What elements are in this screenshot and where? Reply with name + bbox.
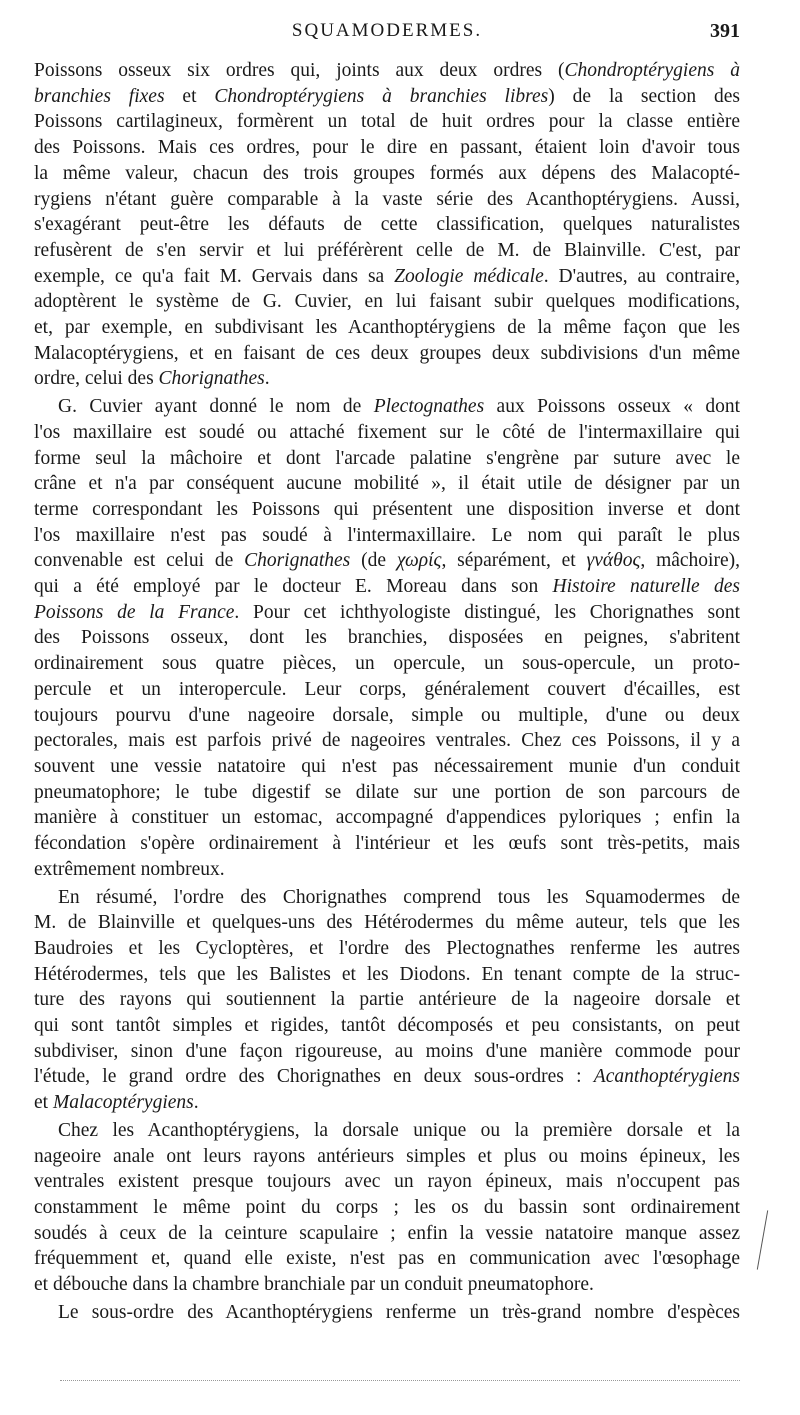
page-number: 391 — [710, 20, 740, 42]
text-line: rygiens n'étant guère comparable à la vaste série des Acanthoptérygiens. Aussi, — [34, 188, 740, 210]
text-line: manière à constituer un estomac, accompagné d'appendices pyloriques ; enfin la — [34, 807, 740, 829]
text-line: l'os maxillaire n'est pas soudé à l'intermaxillaire. Le nom qui paraît le plus — [34, 524, 740, 546]
text-line: ordinairement sous quatre pièces, un opercule, un sous-opercule, un proto- — [34, 653, 740, 675]
text-line: pneumatophore; le tube digestif se dilate sur une portion de son parcours de — [34, 781, 740, 803]
text-line: des Poissons. Mais ces ordres, pour le dire en passant, étaient loin d'avoir tous — [34, 137, 740, 159]
text-line: subdiviser, sinon d'une façon rigoureuse, au moins d'une manière commode pour — [34, 1040, 740, 1062]
text-line: l'os maxillaire est soudé ou attaché fixement sur le côté de l'intermaxillaire qui — [34, 421, 740, 443]
running-title: SQUAMODERMES. — [291, 20, 483, 41]
text-line: M. de Blainville et quelques-uns des Hétérodermes du même auteur, tels que les — [34, 912, 740, 934]
text-line: la même valeur, chacun des trois groupes formés aux dépens des Malacopté- — [34, 162, 740, 184]
margin-pencil-mark — [757, 1210, 768, 1269]
text-line: qui sont tantôt simples et rigides, tantôt décomposés et peu consistants, on peut — [34, 1015, 740, 1037]
text-line: qui a été employé par le docteur E. Moreau dans son Histoire naturelle des — [34, 576, 740, 598]
text-line: ture des rayons qui soutiennent la partie antérieure de la nageoire dorsale et — [34, 989, 740, 1011]
text-line: Hétérodermes, tels que les Balistes et les Diodons. En tenant compte de la struc- — [34, 963, 740, 985]
text-line: exemple, ce qu'a fait M. Gervais dans sa Zoologie médicale. D'autres, au contraire, — [34, 265, 740, 287]
text-line: l'étude, le grand ordre des Chorignathes en deux sous-ordres : Acanthoptérygiens — [34, 1066, 740, 1088]
text-line: ordre, celui des Chorignathes. — [34, 368, 270, 390]
text-line: soudés à ceux de la ceinture scapulaire ; enfin la vessie natatoire manque assez — [34, 1222, 740, 1244]
text-line: G. Cuvier ayant donné le nom de Plectognathes aux Poissons osseux « dont — [58, 396, 740, 418]
text-line: et débouche dans la chambre branchiale par un conduit pneumatophore. — [34, 1274, 594, 1296]
text-line: s'exagérant peut-être les défauts de cette classification, quelques naturalistes — [34, 214, 740, 236]
text-line: extrêmement nombreux. — [34, 858, 225, 880]
text-line: Poissons de la France. Pour cet ichthyologiste distingué, les Chorignathes sont — [34, 601, 740, 623]
text-line: Poissons cartilagineux, formèrent un total de huit ordres pour la classe entière — [34, 111, 740, 133]
text-line: des Poissons osseux, dont les branchies, disposées en peignes, s'abritent — [34, 627, 740, 649]
text-line: Malacoptérygiens, et en faisant de ces deux groupes deux subdivisions d'un même — [34, 342, 740, 364]
paragraph-1 — [34, 58, 740, 392]
text-line: pectorales, mais est parfois privé de nageoires ventrales. Chez ces Poissons, il y a — [34, 730, 740, 752]
text-line: percule et un interopercule. Leur corps, généralement couvert d'écailles, est — [34, 678, 740, 700]
text-line: refusèrent de s'en servir et lui préférèrent celle de M. de Blainville. C'est, par — [34, 239, 740, 261]
text-line: adoptèrent le système de G. Cuvier, en lui faisant subir quelques modifications, — [34, 291, 740, 313]
text-line: Baudroies et les Cycloptères, et l'ordre des Plectognathes renferme les autres — [34, 937, 740, 959]
paragraph-3 — [34, 885, 740, 1116]
text-line: et, par exemple, en subdivisant les Acanthoptérygiens de la même façon que les — [34, 317, 740, 339]
paragraph-4 — [34, 1118, 740, 1298]
text-line: Chez les Acanthoptérygiens, la dorsale unique ou la première dorsale et la — [58, 1119, 740, 1141]
text-line: Le sous-ordre des Acanthoptérygiens renferme un très-grand nombre d'espèces — [58, 1301, 740, 1323]
text-line: crâne et n'a par conséquent aucune mobilité », il était utile de désigner par un — [34, 473, 740, 495]
text-line: souvent une vessie natatoire qui n'est pas nécessairement munie d'un conduit — [34, 755, 740, 777]
text-line: Poissons osseux six ordres qui, joints aux deux ordres (Chondroptérygiens à — [34, 60, 740, 81]
text-line: fécondation s'opère ordinairement à l'intérieur et les œufs sont très-petits, mais — [34, 833, 740, 855]
paragraph-2 — [34, 394, 740, 882]
text-line: En résumé, l'ordre des Chorignathes comprend tous les Squamodermes de — [58, 886, 740, 908]
running-head — [34, 20, 740, 46]
paragraph-5 — [34, 1300, 740, 1326]
text-line: nageoire anale ont leurs rayons antérieurs simples et plus ou moins épineux, les — [34, 1145, 740, 1167]
body-text — [34, 58, 740, 1327]
text-line: convenable est celui de Chorignathes (de χωρίς, séparément, et γνάθος, mâchoire), — [34, 550, 740, 572]
text-line: ventrales existent presque toujours avec un rayon épineux, mais n'occupent pas — [34, 1171, 740, 1193]
text-line: constamment le même point du corps ; les os du bassin sont ordinairement — [34, 1196, 740, 1218]
text-line: branchies fixes et Chondroptérygiens à branchies libres) de la section des — [34, 85, 741, 107]
text-line: terme correspondant les Poissons qui présentent une disposition inverse et dont — [34, 498, 740, 520]
text-line: et Malacoptérygiens. — [34, 1092, 199, 1114]
text-line: toujours pourvu d'une nageoire dorsale, simple ou multiple, d'une ou deux — [34, 704, 740, 726]
bottom-scan-artifact — [60, 1380, 740, 1381]
text-line: forme seul la mâchoire et dont l'arcade palatine s'engrène par suture avec le — [34, 447, 740, 469]
text-line: fréquemment et, quand elle existe, n'est pas en communication avec l'œsophage — [34, 1248, 740, 1270]
